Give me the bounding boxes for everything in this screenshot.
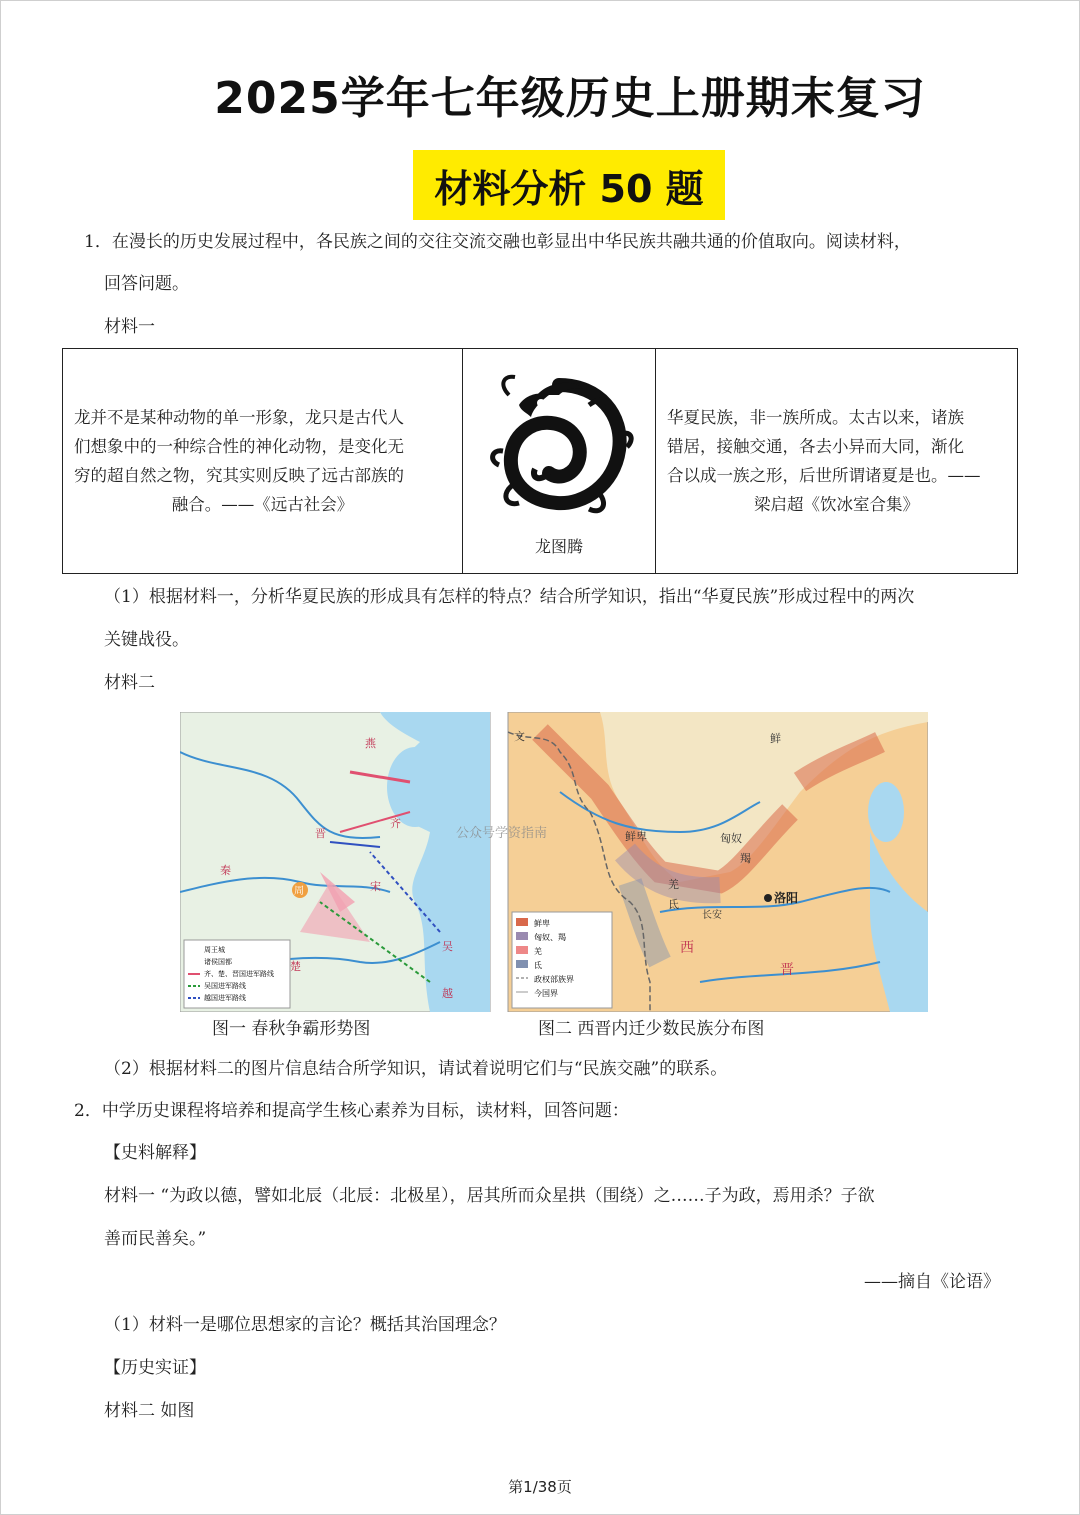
map2-legend-6: 今国界 [534,989,558,998]
q1-stem-line2: 回答问题。 [104,274,189,294]
watermark: 公众号学资指南 [456,826,548,841]
dragon-totem-image [479,365,639,525]
left-line-1: 龙并不是某种动物的单一形象，龙只是古代人 [74,408,404,427]
map2-place-xiongnu: 匈奴 [720,832,742,845]
map2-place-jie: 羯 [740,852,751,865]
q2-section2: 【历史实证】 [104,1358,206,1378]
subtitle-banner: 材料分析 50 题 [413,150,725,220]
map1-place-yue: 越 [442,987,453,1000]
map1-legend-2: 诸侯国都 [204,958,232,966]
map1-place-qi: 齐 [390,817,401,830]
map1-place-jin: 晋 [315,827,326,840]
map1-place-zhou: 周 [294,886,304,897]
q2-source: ——摘自《论语》 [864,1272,1000,1292]
q2-stem: 2．中学历史课程将培养和提高学生核心素养为目标，读材料，回答问题： [74,1101,629,1121]
map2-place-xi: 西 [680,940,694,956]
map2-place-di: 氐 [668,898,679,911]
map1-spring-autumn [180,712,490,1012]
q1-sub1-line1: （1）根据材料一，分析华夏民族的形成具有怎样的特点？结合所学知识，指出“华夏民族”形成过程中的两次 [104,587,915,607]
material1-right-cell [656,349,1018,574]
map1-place-chu: 楚 [290,960,301,973]
left-line-3: 穷的超自然之物，究其实则反映了远古部族的 [74,466,404,485]
map1-place-qin: 秦 [220,864,231,877]
map1-place-wu: 吴 [442,940,453,953]
map1-legend-1: 周王城 [204,946,225,954]
map2-place-luoyang: 洛阳 [774,891,799,905]
material1-left-cell [63,349,463,574]
map2-legend-2: 匈奴、羯 [534,933,566,942]
q1-material1-label: 材料一 [104,317,155,337]
map2-place-qiang: 羌 [668,878,679,891]
map1-place-song: 宋 [370,880,381,893]
material1-table [62,348,1018,574]
q2-material1-line1: 材料一 “为政以德，譬如北辰（北辰：北极星），居其所而众星拱（围绕）之……子为政，焉用杀？子欲 [104,1186,875,1206]
q1-material2-label: 材料二 [104,673,155,693]
q2-sub1: （1）材料一是哪位思想家的言论？概括其治国理念？ [104,1315,506,1335]
left-line-4: 融合。——《远古社会》 [171,495,354,514]
map2-legend-5: 政权部族界 [534,975,574,984]
right-line-3: 合以成一族之形，后世所谓诸夏是也。—— [667,466,981,485]
right-line-2: 错居，接触交通，各去小异而大同，渐化 [667,437,964,456]
map2-place-wen: 文 [514,730,525,743]
map2-place-changan: 长安 [702,910,722,921]
right-line-4: 梁启超《饮冰室合集》 [754,495,919,514]
map1-place-yan: 燕 [365,737,376,750]
page-title: 2025学年七年级历史上册期末复习 [214,73,926,124]
map1-caption: 图一 春秋争霸形势图 [212,1019,371,1039]
map2-western-jin [508,712,928,1012]
q2-section1: 【史料解释】 [104,1143,206,1163]
q2-material1-line2: 善而民善矣。” [104,1229,207,1249]
dragon-caption: 龙图腾 [534,536,583,556]
q1-stem-line1: 1．在漫长的历史发展过程中，各民族之间的交往交流交融也彰显出中华民族共融共通的价值取向。阅读材料， [84,232,911,252]
q2-material2: 材料二 如图 [104,1401,195,1421]
material2-maps [180,712,928,1012]
map2-caption: 图二 西晋内迁少数民族分布图 [538,1019,765,1039]
map2-legend-3: 羌 [534,947,542,956]
left-line-2: 们想象中的一种综合性的神化动物，是变化无 [74,437,404,456]
page-footer: 第1/38页 [508,1478,572,1496]
map2-legend-1: 鲜卑 [534,919,550,928]
q1-sub2: （2）根据材料二的图片信息结合所学知识，请试着说明它们与“民族交融”的联系。 [104,1059,728,1079]
q1-sub1-line2: 关键战役。 [104,630,189,650]
right-line-1: 华夏民族，非一族所成。太古以来，诸族 [667,408,964,427]
map2-place-jin2: 晋 [780,962,794,978]
material1-middle-cell [463,349,656,574]
map1-legend-5: 越国进军路线 [204,994,246,1002]
map2-place-xian: 鲜 [770,732,781,745]
map2-place-xianbei: 鲜卑 [625,830,647,843]
map2-legend-4: 氐 [534,961,542,970]
map1-legend-3: 齐、楚、晋国进军路线 [204,970,274,978]
map1-legend-4: 吴国进军路线 [204,982,246,990]
